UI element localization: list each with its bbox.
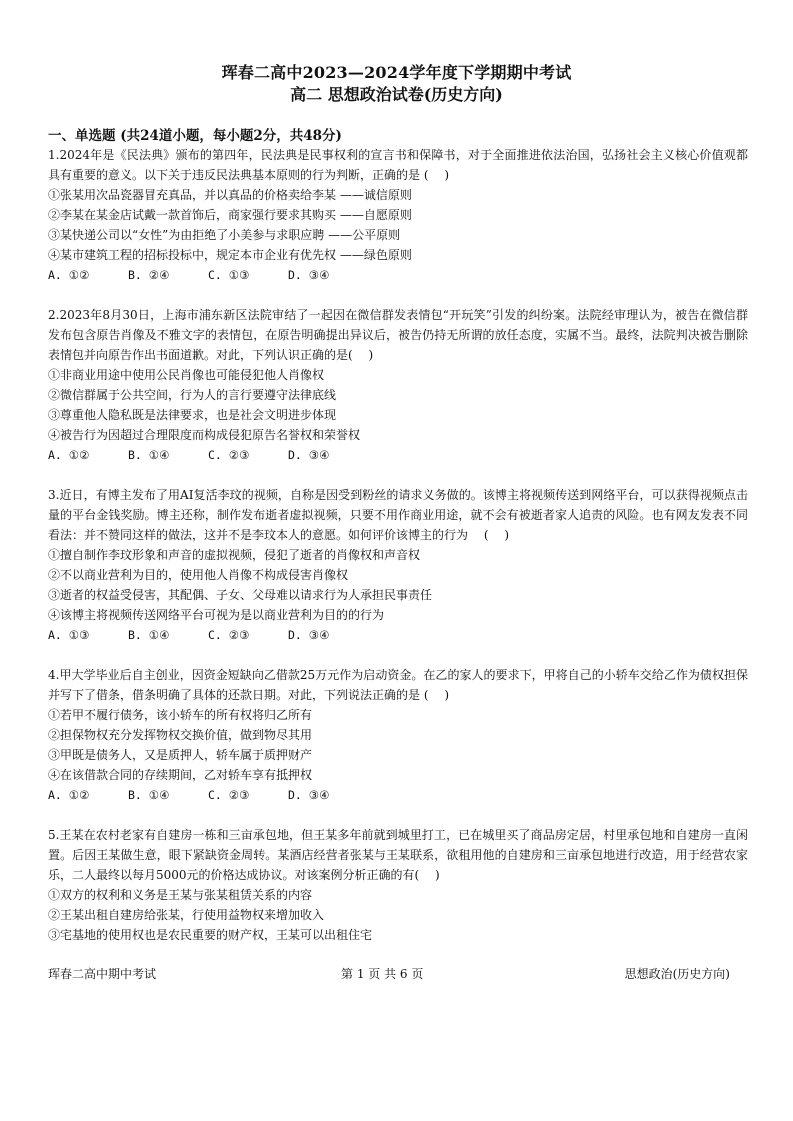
section-heading: 一、单选题 (共24道小题，每小题2分，共48分): [48, 128, 342, 144]
question-stem: 4.甲大学毕业后自主创业，因资金短缺向乙借款25万元作为启动资金。在乙的家人的要求下，甲将自己的小轿车交给乙作为债权担保并写下了借条，借条明确了具体的还款日期。对此，下列说法正确的是 ( ): [48, 668, 748, 702]
question-list: [48, 145, 748, 945]
question-option: ④被告行为因超过合理限度而构成侵犯原告名誉权和荣誉权: [48, 428, 361, 442]
question-option: ①若甲不履行债务，该小轿车的所有权将归乙所有: [48, 708, 313, 722]
question-option: ②担保物权充分发挥物权交换价值，做到物尽其用: [48, 728, 313, 742]
exam-subtitle: 高二 思想政治试卷(历史方向): [290, 85, 503, 104]
question-option: ①擅自制作李玟形象和声音的虚拟视频，侵犯了逝者的肖像权和声音权: [48, 548, 421, 562]
choice-c: C. ②③: [208, 448, 250, 462]
question-4: [48, 665, 748, 805]
question-2: [48, 305, 748, 465]
question-option: ③甲既是债务人，又是质押人，轿车属于质押财产: [48, 748, 313, 762]
question-option: ④某市建筑工程的招标投标中，规定本市企业有优先权 ——绿色原则: [48, 248, 412, 262]
question-option: ②微信群属于公共空间，行为人的言行要遵守法律底线: [48, 388, 337, 402]
footer-subject: 思想政治(历史方向): [624, 967, 730, 981]
question-stem: 5.王某在农村老家有自建房一栋和三亩承包地，但王某多年前就到城里打工，已在城里买了商品房定居，村里承包地和自建房一直闲置。后因王某做生意，眼下紧缺资金周转。某酒店经营者张某与王某联系，欲租用他的自建房和三亩承包地进行改造，用于经营农家乐，二人最终以每月5000元的价格达成协议。对该案例分析正确的有( ): [48, 828, 748, 882]
choice-c: C. ②③: [208, 788, 250, 802]
choice-d: D. ③④: [288, 628, 330, 642]
question-option: ②李某在某金店试戴一款首饰后，商家强行要求其购买 ——自愿原则: [48, 208, 412, 222]
choice-c: C. ②③: [208, 628, 250, 642]
choice-a: A. ①②: [48, 448, 90, 462]
answer-choices: [48, 785, 748, 805]
question-option: ④该博主将视频传送网络平台可视为是以商业营利为目的的行为: [48, 608, 385, 622]
choice-b: B. ②④: [128, 268, 170, 282]
choice-d: D. ③④: [288, 448, 330, 462]
answer-choices: [48, 625, 748, 645]
footer-page-number: 第 1 页 共 6 页: [341, 967, 424, 981]
question-stem: 2.2023年8月30日，上海市浦东新区法院审结了一起因在微信群发表情包“开玩笑”引发的纠纷案。法院经审理认为，被告在微信群发布包含原告肖像及不雅文字的表情包，在原告明确提出异议后，被告仍持无所谓的放任态度，实属不当。最终，法院判决被告删除表情包并向原告作出书面道歉。对此，下列认识正确的是( ): [48, 308, 748, 362]
choice-b: B. ①④: [128, 628, 170, 642]
choice-c: C. ①③: [208, 268, 250, 282]
exam-title: 珲春二高中2023—2024学年度下学期期中考试: [221, 63, 572, 82]
answer-choices: [48, 445, 748, 465]
question-option: ①双方的权利和义务是王某与张某租赁关系的内容: [48, 888, 313, 902]
answer-choices: [48, 265, 748, 285]
question-option: ③逝者的权益受侵害，其配偶、子女、父母难以请求行为人承担民事责任: [48, 588, 433, 602]
question-1: [48, 145, 748, 285]
choice-a: A. ①②: [48, 268, 90, 282]
question-option: ①张某用次品瓷器冒充真品，并以真品的价格卖给李某 ——诚信原则: [48, 188, 412, 202]
question-option: ④在该借款合同的存续期间，乙对轿车享有抵押权: [48, 768, 313, 782]
question-option: ②不以商业营利为目的，使用他人肖像不构成侵害肖像权: [48, 568, 349, 582]
choice-d: D. ③④: [288, 268, 330, 282]
question-option: ③宅基地的使用权也是农民重要的财产权，王某可以出租住宅: [48, 928, 373, 942]
question-stem: 1.2024年是《民法典》颁布的第四年，民法典是民事权利的宣言书和保障书，对于全面推进依法治国，弘扬社会主义核心价值观都具有重要的意义。以下关于违反民法典基本原则的行为判断，正确的是 ( ): [48, 148, 748, 182]
question-option: ③某快递公司以“女性”为由拒绝了小美参与求职应聘 ——公平原则: [48, 228, 401, 242]
choice-a: A. ①③: [48, 628, 90, 642]
question-option: ②王某出租自建房给张某，行使用益物权来增加收入: [48, 908, 325, 922]
question-stem: 3.近日，有博主发布了用AI复活李玟的视频，自称是因受到粉丝的请求义务做的。该博主将视频传送到网络平台，可以获得视频点击量的平台金钱奖励。博主还称，制作发布逝者虚拟视频，只要不用作商业用途，就不会有被逝者家人追责的风险。也有网友发表不同看法：并不赞同这样的做法，这并不是李玟本人的意愿。如何评价该博主的行为 ( ): [48, 488, 748, 542]
question-3: [48, 485, 748, 645]
question-option: ①非商业用途中使用公民肖像也可能侵犯他人肖像权: [48, 368, 325, 382]
question-5: [48, 825, 748, 945]
footer-exam-name: 珲春二高中期中考试: [48, 967, 157, 981]
choice-d: D. ③④: [288, 788, 330, 802]
choice-a: A. ①②: [48, 788, 90, 802]
choice-b: B. ①④: [128, 788, 170, 802]
question-option: ③尊重他人隐私既是法律要求，也是社会文明进步体现: [48, 408, 337, 422]
choice-b: B. ①④: [128, 448, 170, 462]
